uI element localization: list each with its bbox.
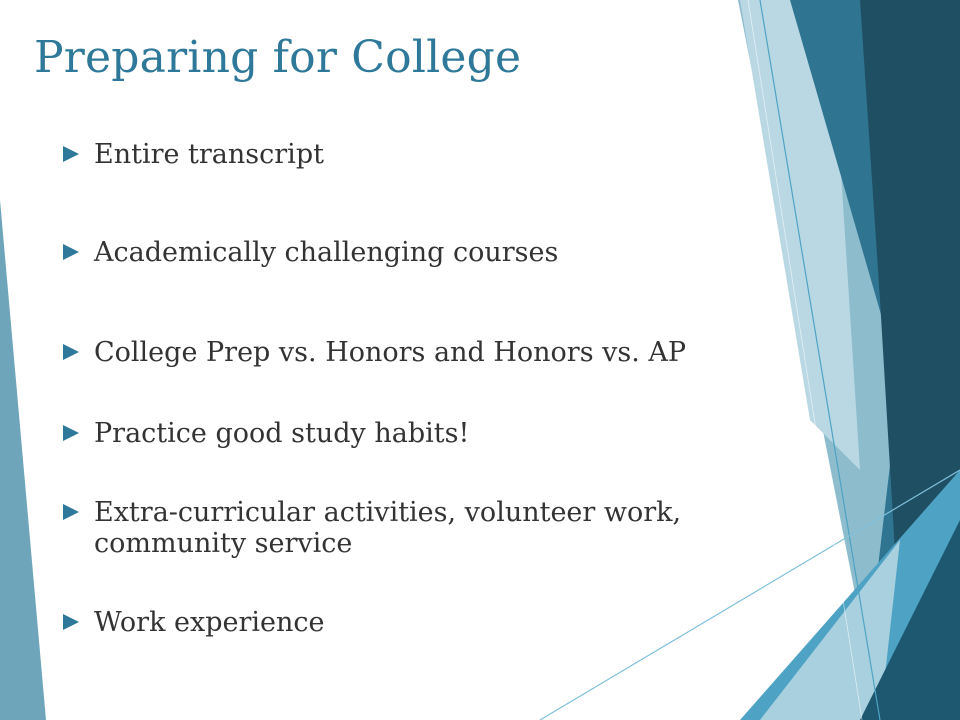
- bullet-item: [62, 418, 469, 449]
- left-accent-shape: [0, 200, 46, 720]
- bullet-text: Work experience: [94, 607, 325, 638]
- bullet-item: [62, 337, 686, 368]
- bullet-text: Extra-curricular activities, volunteer work, community service: [94, 497, 682, 559]
- bullet-text: Entire transcript: [94, 139, 324, 170]
- triangle-right-icon: [62, 418, 94, 442]
- bullet-text: Practice good study habits!: [94, 418, 470, 449]
- triangle-right-icon: [62, 497, 94, 521]
- triangle-right-icon: [62, 139, 94, 163]
- bullet-item: [62, 237, 558, 268]
- bullet-item: [62, 139, 324, 170]
- bullet-text: College Prep vs. Honors and Honors vs. AP: [94, 337, 687, 368]
- bullet-item: [62, 607, 325, 638]
- bullet-item: [62, 497, 734, 559]
- slide-title: Preparing for College: [34, 32, 522, 83]
- triangle-right-icon: [62, 337, 94, 361]
- bullet-text: Academically challenging courses: [94, 237, 559, 268]
- triangle-right-icon: [62, 607, 94, 631]
- triangle-right-icon: [62, 237, 94, 261]
